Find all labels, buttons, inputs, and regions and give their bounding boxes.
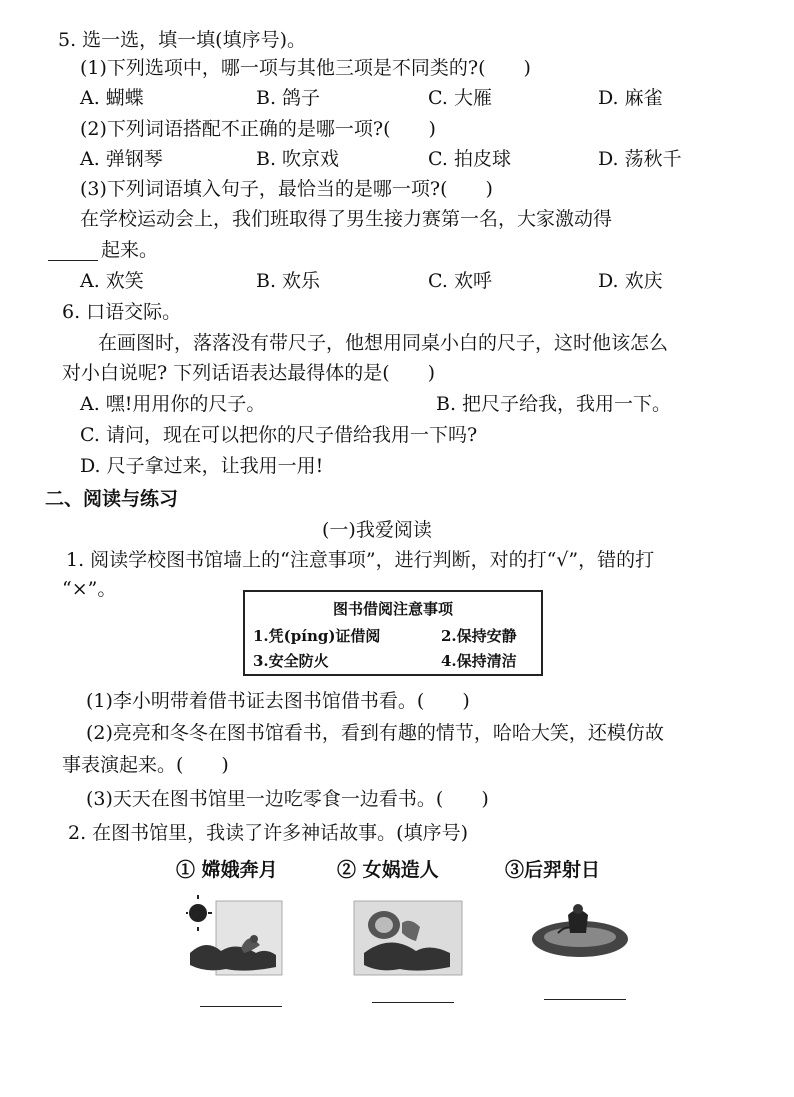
- q5-1-option-c[interactable]: C. 大雁: [428, 87, 492, 109]
- q5-3-option-d[interactable]: D. 欢庆: [598, 270, 663, 292]
- judge-2-line1: (2)亮亮和冬冬在图书馆看书，看到有趣的情节，哈哈大笑，还模仿故: [86, 722, 664, 744]
- houyi-picture: [528, 893, 628, 973]
- story-1-answer-blank[interactable]: [200, 1006, 282, 1007]
- q6-option-d[interactable]: D. 尺子拿过来，让我用一用!: [80, 455, 324, 477]
- q6-option-c[interactable]: C. 请问，现在可以把你的尺子借给我用一下吗?: [80, 424, 478, 446]
- q5-3-fill-blank[interactable]: [48, 260, 98, 261]
- judge-3: (3)天天在图书馆里一边吃零食一边看书。( ): [86, 788, 489, 810]
- q5-2-option-a[interactable]: A. 弹钢琴: [80, 148, 163, 170]
- q5-2-option-c[interactable]: C. 拍皮球: [428, 148, 511, 170]
- q5-3-option-c[interactable]: C. 欢呼: [428, 270, 492, 292]
- q5-3-sentence: 在学校运动会上，我们班取得了男生接力赛第一名，大家激动得: [80, 208, 613, 230]
- q5-2-option-b[interactable]: B. 吹京戏: [256, 148, 340, 170]
- q6-option-b[interactable]: B. 把尺子给我，我用一下。: [436, 393, 672, 415]
- section2-title: 二、阅读与练习: [45, 488, 179, 510]
- story-2-answer-blank[interactable]: [372, 1002, 454, 1003]
- q5-3-option-b[interactable]: B. 欢乐: [256, 270, 321, 292]
- story-1-label: ① 嫦娥奔月: [176, 859, 278, 881]
- nuwa-picture: [350, 893, 468, 983]
- section2-subtitle: (一)我爱阅读: [322, 519, 432, 541]
- q5-title: 5. 选一选，填一填(填序号)。: [58, 29, 306, 51]
- q5-2-question: (2)下列词语搭配不正确的是哪一项?( ): [80, 118, 436, 140]
- notice-item-3: 3.安全防火: [253, 652, 329, 670]
- q5-1-option-a[interactable]: A. 蝴蝶: [80, 87, 144, 109]
- q5-1-option-b[interactable]: B. 鸽子: [256, 87, 321, 109]
- judge-2-line2: 事表演起来。( ): [62, 754, 229, 776]
- q5-3-sentence-end: 起来。: [101, 239, 159, 261]
- story-3-answer-blank[interactable]: [544, 999, 626, 1000]
- notice-item-4: 4.保持清洁: [441, 652, 517, 670]
- q5-1-question: (1)下列选项中，哪一项与其他三项是不同类的?( ): [80, 57, 531, 79]
- reading-q2-title: 2. 在图书馆里，我读了许多神话故事。(填序号): [68, 822, 468, 844]
- chang-e-picture: [186, 893, 286, 983]
- notice-item-2: 2.保持安静: [441, 627, 517, 645]
- q5-1-option-d[interactable]: D. 麻雀: [598, 87, 663, 109]
- judge-1: (1)李小明带着借书证去图书馆借书看。( ): [86, 690, 470, 712]
- library-notice-box: [243, 590, 543, 676]
- story-3-label: ③后羿射日: [505, 859, 601, 881]
- reading-q1-line2: “×”。: [62, 578, 117, 600]
- notice-item-1: 1.凭(píng)证借阅: [253, 627, 381, 645]
- q6-paragraph-line1: 在画图时，落落没有带尺子，他想用同桌小白的尺子，这时他该怎么: [98, 332, 669, 354]
- q5-3-question: (3)下列词语填入句子，最恰当的是哪一项?( ): [80, 178, 493, 200]
- q6-paragraph-line2: 对小白说呢? 下列话语表达最得体的是( ): [62, 362, 436, 384]
- notice-title: 图书借阅注意事项: [332, 600, 453, 618]
- reading-q1-line1: 1. 阅读学校图书馆墙上的“注意事项”，进行判断，对的打“√”，错的打: [66, 549, 655, 571]
- q5-3-option-a[interactable]: A. 欢笑: [80, 270, 144, 292]
- story-2-label: ② 女娲造人: [337, 859, 439, 881]
- q6-title: 6. 口语交际。: [62, 301, 182, 323]
- q6-option-a[interactable]: A. 嘿!用用你的尺子。: [80, 393, 266, 415]
- q5-2-option-d[interactable]: D. 荡秋千: [598, 148, 682, 170]
